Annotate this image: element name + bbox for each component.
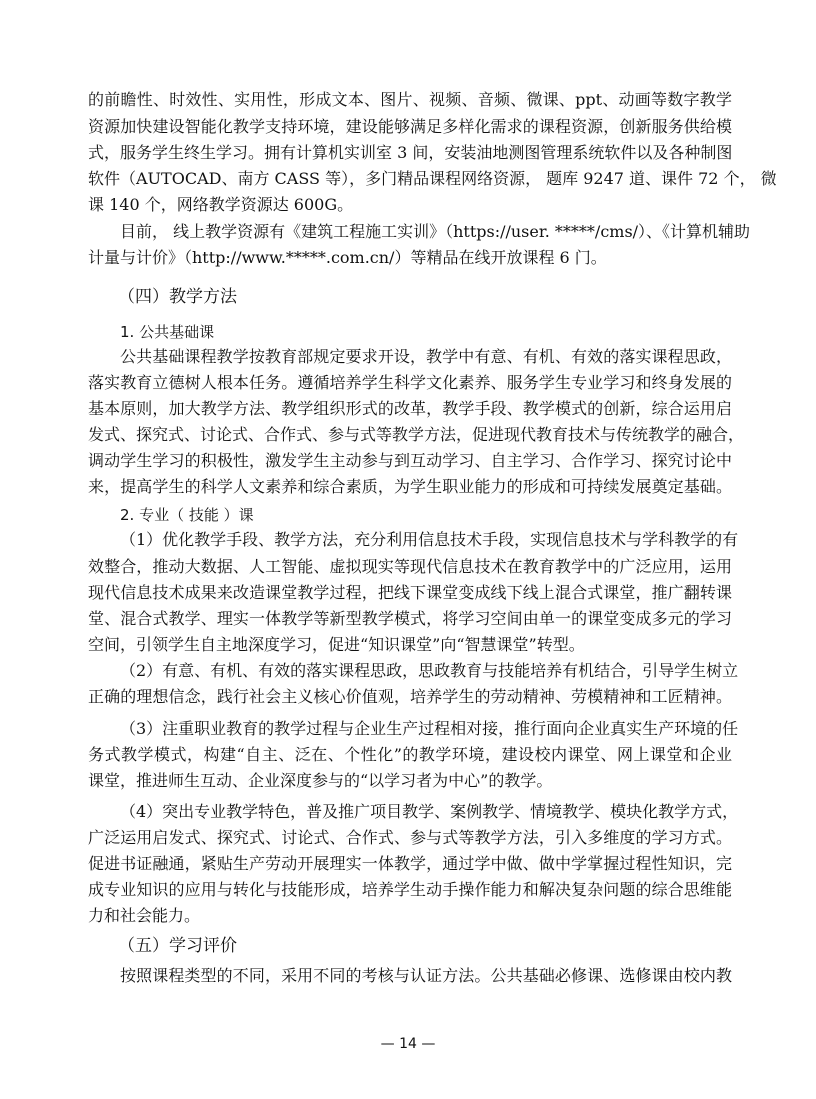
paragraph-line: 广泛运用启发式、探究式、讨论式、合作式、参与式等教学方法，引入多维度的学习方式。 [88,828,732,847]
paragraph-line: 调动学生学习的积极性，激发学生主动参与到互动学习、自主学习、合作学习、探究讨论中 [88,451,732,470]
section-heading: （四）教学方法 [118,287,237,307]
paragraph-line: 堂、混合式教学、理实一体教学等新型教学模式，将学习空间由单一的课堂变成多元的学习 [88,609,732,628]
paragraph-line: 式，服务学生终生学习。拥有计算机实训室 3 间，安装油地测图管理系统软件以及各种制图 [88,143,733,162]
paragraph-line: 正确的理想信念，践行社会主义核心价值观，培养学生的劳动精神、劳模精神和工匠精神。 [88,687,732,706]
paragraph-line: 资源加快建设智能化教学支持环境，建设能够满足多样化需求的课程资源，创新服务供给模 [88,117,732,136]
paragraph-line: 发式、探究式、讨论式、合作式、参与式等教学方法，促进现代教育技术与传统教学的融合， [88,425,745,444]
paragraph-line: 课堂，推进师生互动、企业深度参与的“以学习者为中心”的教学。 [88,771,553,790]
paragraph-line: （2）有意、有机、有效的落实课程思政，思政教育与技能培养有机结合，引导学生树立 [120,661,739,680]
paragraph-line: 计量与计价》（http://www.*****.com.cn/）等精品在线开放课程 6 门。 [88,248,607,267]
paragraph-line: 落实教育立德树人根本任务。遵循培养学生科学文化素养、服务学生专业学习和终身发展的 [88,373,732,392]
paragraph-line: 务式教学模式，构建“自主、泛在、个性化”的教学环境，建设校内课堂、网上课堂和企业 [88,745,732,764]
paragraph-line: （1）优化教学手段、教学方法，充分利用信息技术手段，实现信息技术与学科教学的有 [120,530,739,549]
subsection-heading: 2. 专业（ 技能 ）课 [120,506,254,524]
subsection-heading: 1. 公共基础课 [120,323,215,341]
paragraph-line: 课 140 个，网络教学资源达 600G。 [88,195,354,214]
paragraph-line: 效整合，推动大数据、人工智能、虚拟现实等现代信息技术在教育教学中的广泛应用，运用 [88,557,732,576]
paragraph-line: 空间，引领学生自主地深度学习，促进“知识课堂”向“智慧课堂”转型。 [88,635,585,654]
paragraph-line: 促进书证融通，紧贴生产劳动开展理实一体教学，通过学中做、做中学掌握过程性知识，完 [88,854,732,873]
paragraph-line: 力和社会能力。 [88,906,201,925]
paragraph-line: 软件（AUTOCAD、南方 CASS 等），多门精品课程网络资源， 题库 9247 道、课件 72 个， 微 [88,169,777,188]
paragraph-line: 按照课程类型的不同，采用不同的考核与认证方法。公共基础必修课、选修课由校内教 [120,966,732,985]
section-heading: （五）学习评价 [118,936,237,956]
paragraph-line: 目前， 线上教学资源有《建筑工程施工实训》（https://user. *****/cms/）、《计算机辅助 [120,222,751,241]
paragraph-line: 来，提高学生的科学人文素养和综合素质，为学生职业能力的形成和可持续发展奠定基础。 [88,477,732,496]
paragraph-line: （4）突出专业教学特色，普及推广项目教学、案例教学、情境教学、模块化教学方式， [120,802,739,821]
paragraph-line: （3）注重职业教育的教学过程与企业生产过程相对接，推行面向企业真实生产环境的任 [120,719,739,738]
page-number: — 14 — [380,1036,436,1052]
paragraph-line: 成专业知识的应用与转化与技能形成，培养学生动手操作能力和解决复杂问题的综合思维能 [88,880,732,899]
paragraph-line: 基本原则，加大教学方法、教学组织形式的改革，教学手段、教学模式的创新，综合运用启 [88,399,732,418]
paragraph-line: 的前瞻性、时效性、实用性，形成文本、图片、视频、音频、微课、ppt、动画等数字教学 [88,90,732,109]
paragraph-line: 公共基础课程教学按教育部规定要求开设，教学中有意、有机、有效的落实课程思政， [120,347,732,366]
paragraph-line: 现代信息技术成果来改造课堂教学过程，把线下课堂变成线下线上混合式课堂，推广翻转课 [88,583,732,602]
